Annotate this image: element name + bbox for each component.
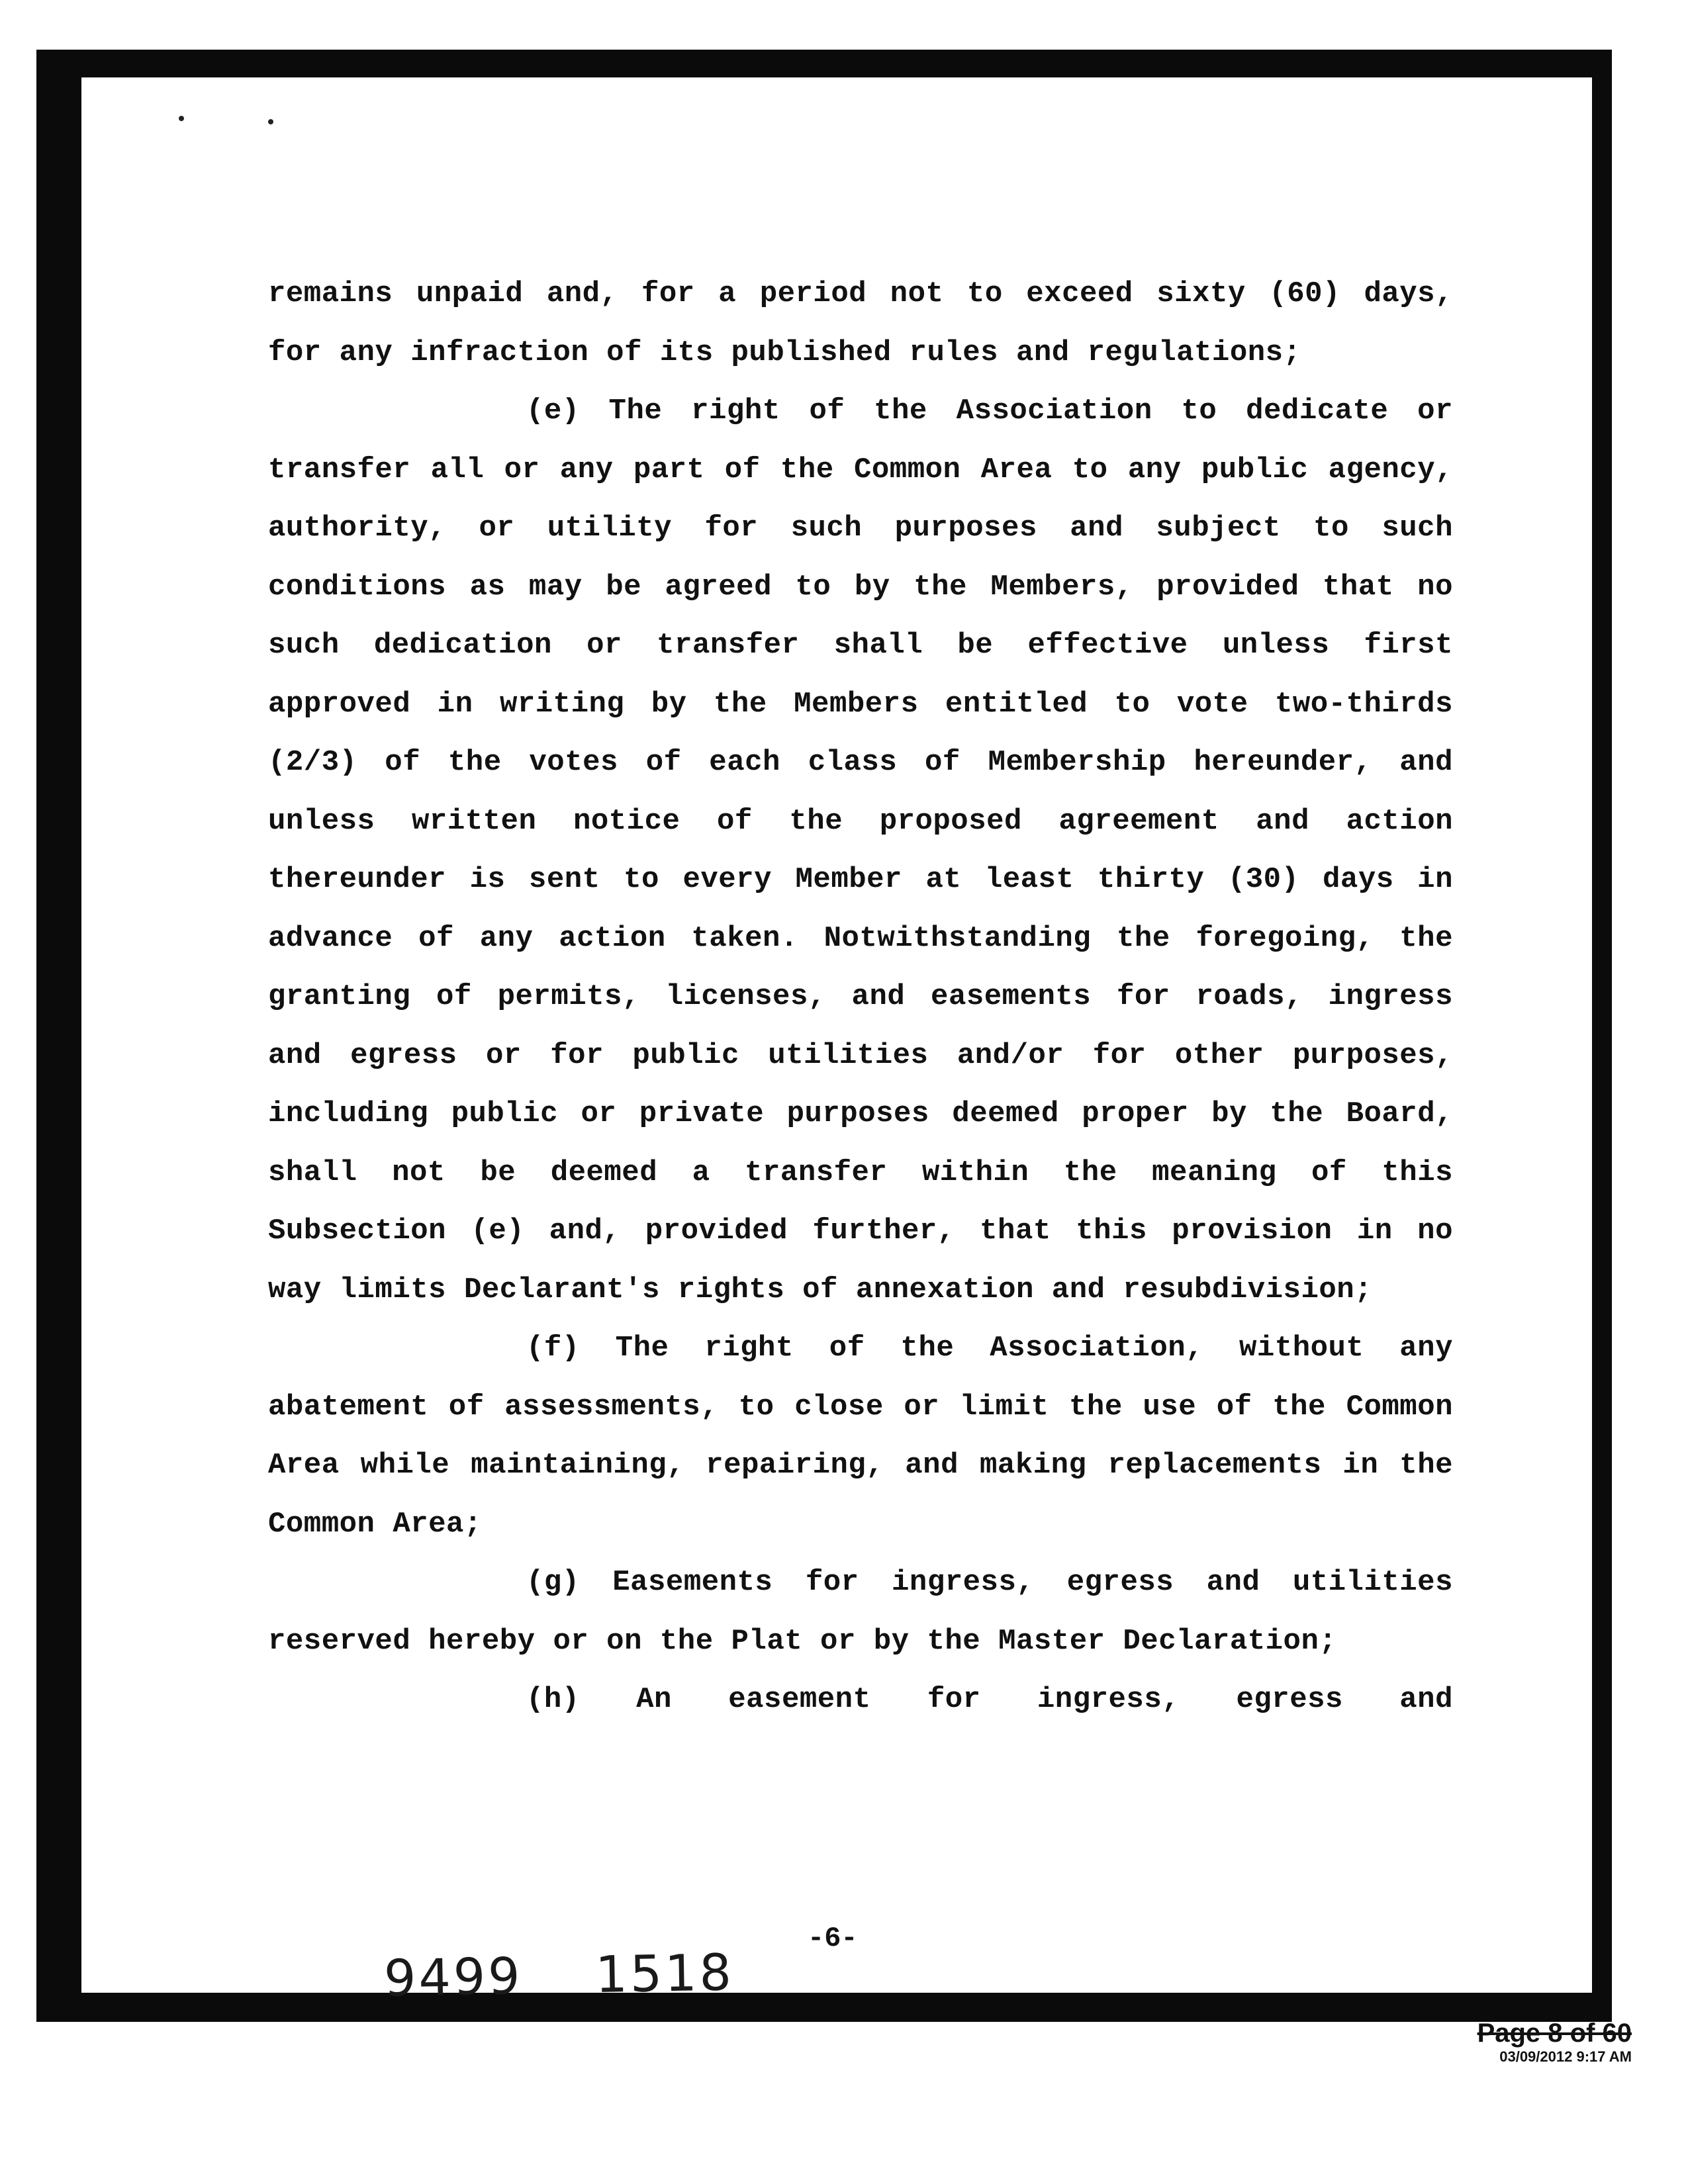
recorder-timestamp: 03/09/2012 9:17 AM: [1499, 2048, 1632, 2065]
document-body: [268, 265, 1453, 1729]
page-number: -6-: [808, 1923, 858, 1954]
book-number: 9499: [383, 1946, 524, 2008]
paragraph-f: (f) The right of the Association, without any abatement of assessments, to close or limit the use of the Common Area while maintaining, repairing, and making replacements in the Common Area;: [268, 1332, 1453, 1541]
scan-speck: [179, 116, 184, 121]
page-stamp-number: 1518: [594, 1942, 735, 2005]
paragraph-h: (h) An easement for ingress, egress and: [526, 1683, 1453, 1716]
paragraph-continuation: remains unpaid and, for a period not to exceed sixty (60) days, for any infraction of its published rules and regulations;: [268, 277, 1453, 369]
recorder-page-label: Page 8 of 60: [1477, 2019, 1632, 2048]
paragraph-g: (g) Easements for ingress, egress and utilities reserved hereby or on the Plat or by the Master Declaration;: [268, 1566, 1453, 1658]
paragraph-e: (e) The right of the Association to dedicate or transfer all or any part of the Common Area to any public agency, authority, or utility for such purposes and subject to such conditions as may be agreed to by the Members, provided that no such dedication or transfer shall be effective unless first approved in writing by the Members entitled to vote two-thirds (2/3) of the votes of each class of Membership hereunder, and unless written notice of the proposed agreement and action thereunder is sent to every Member at least thirty (30) days in advance of any action taken. Notwithstanding the foregoing, the granting of permits, licenses, and easements for roads, ingress and egress or for public utilities and/or for other purposes, including public or private purposes deemed proper by the Board, shall not be deemed a transfer within the meaning of this Subsection (e) and, provided further, that this provision in no way limits Declarant's rights of annexation and resubdivision;: [268, 394, 1453, 1306]
recorder-footer: [1477, 2019, 1632, 2066]
scan-speck: [268, 119, 273, 124]
book-page-stamp: [383, 1942, 734, 2007]
